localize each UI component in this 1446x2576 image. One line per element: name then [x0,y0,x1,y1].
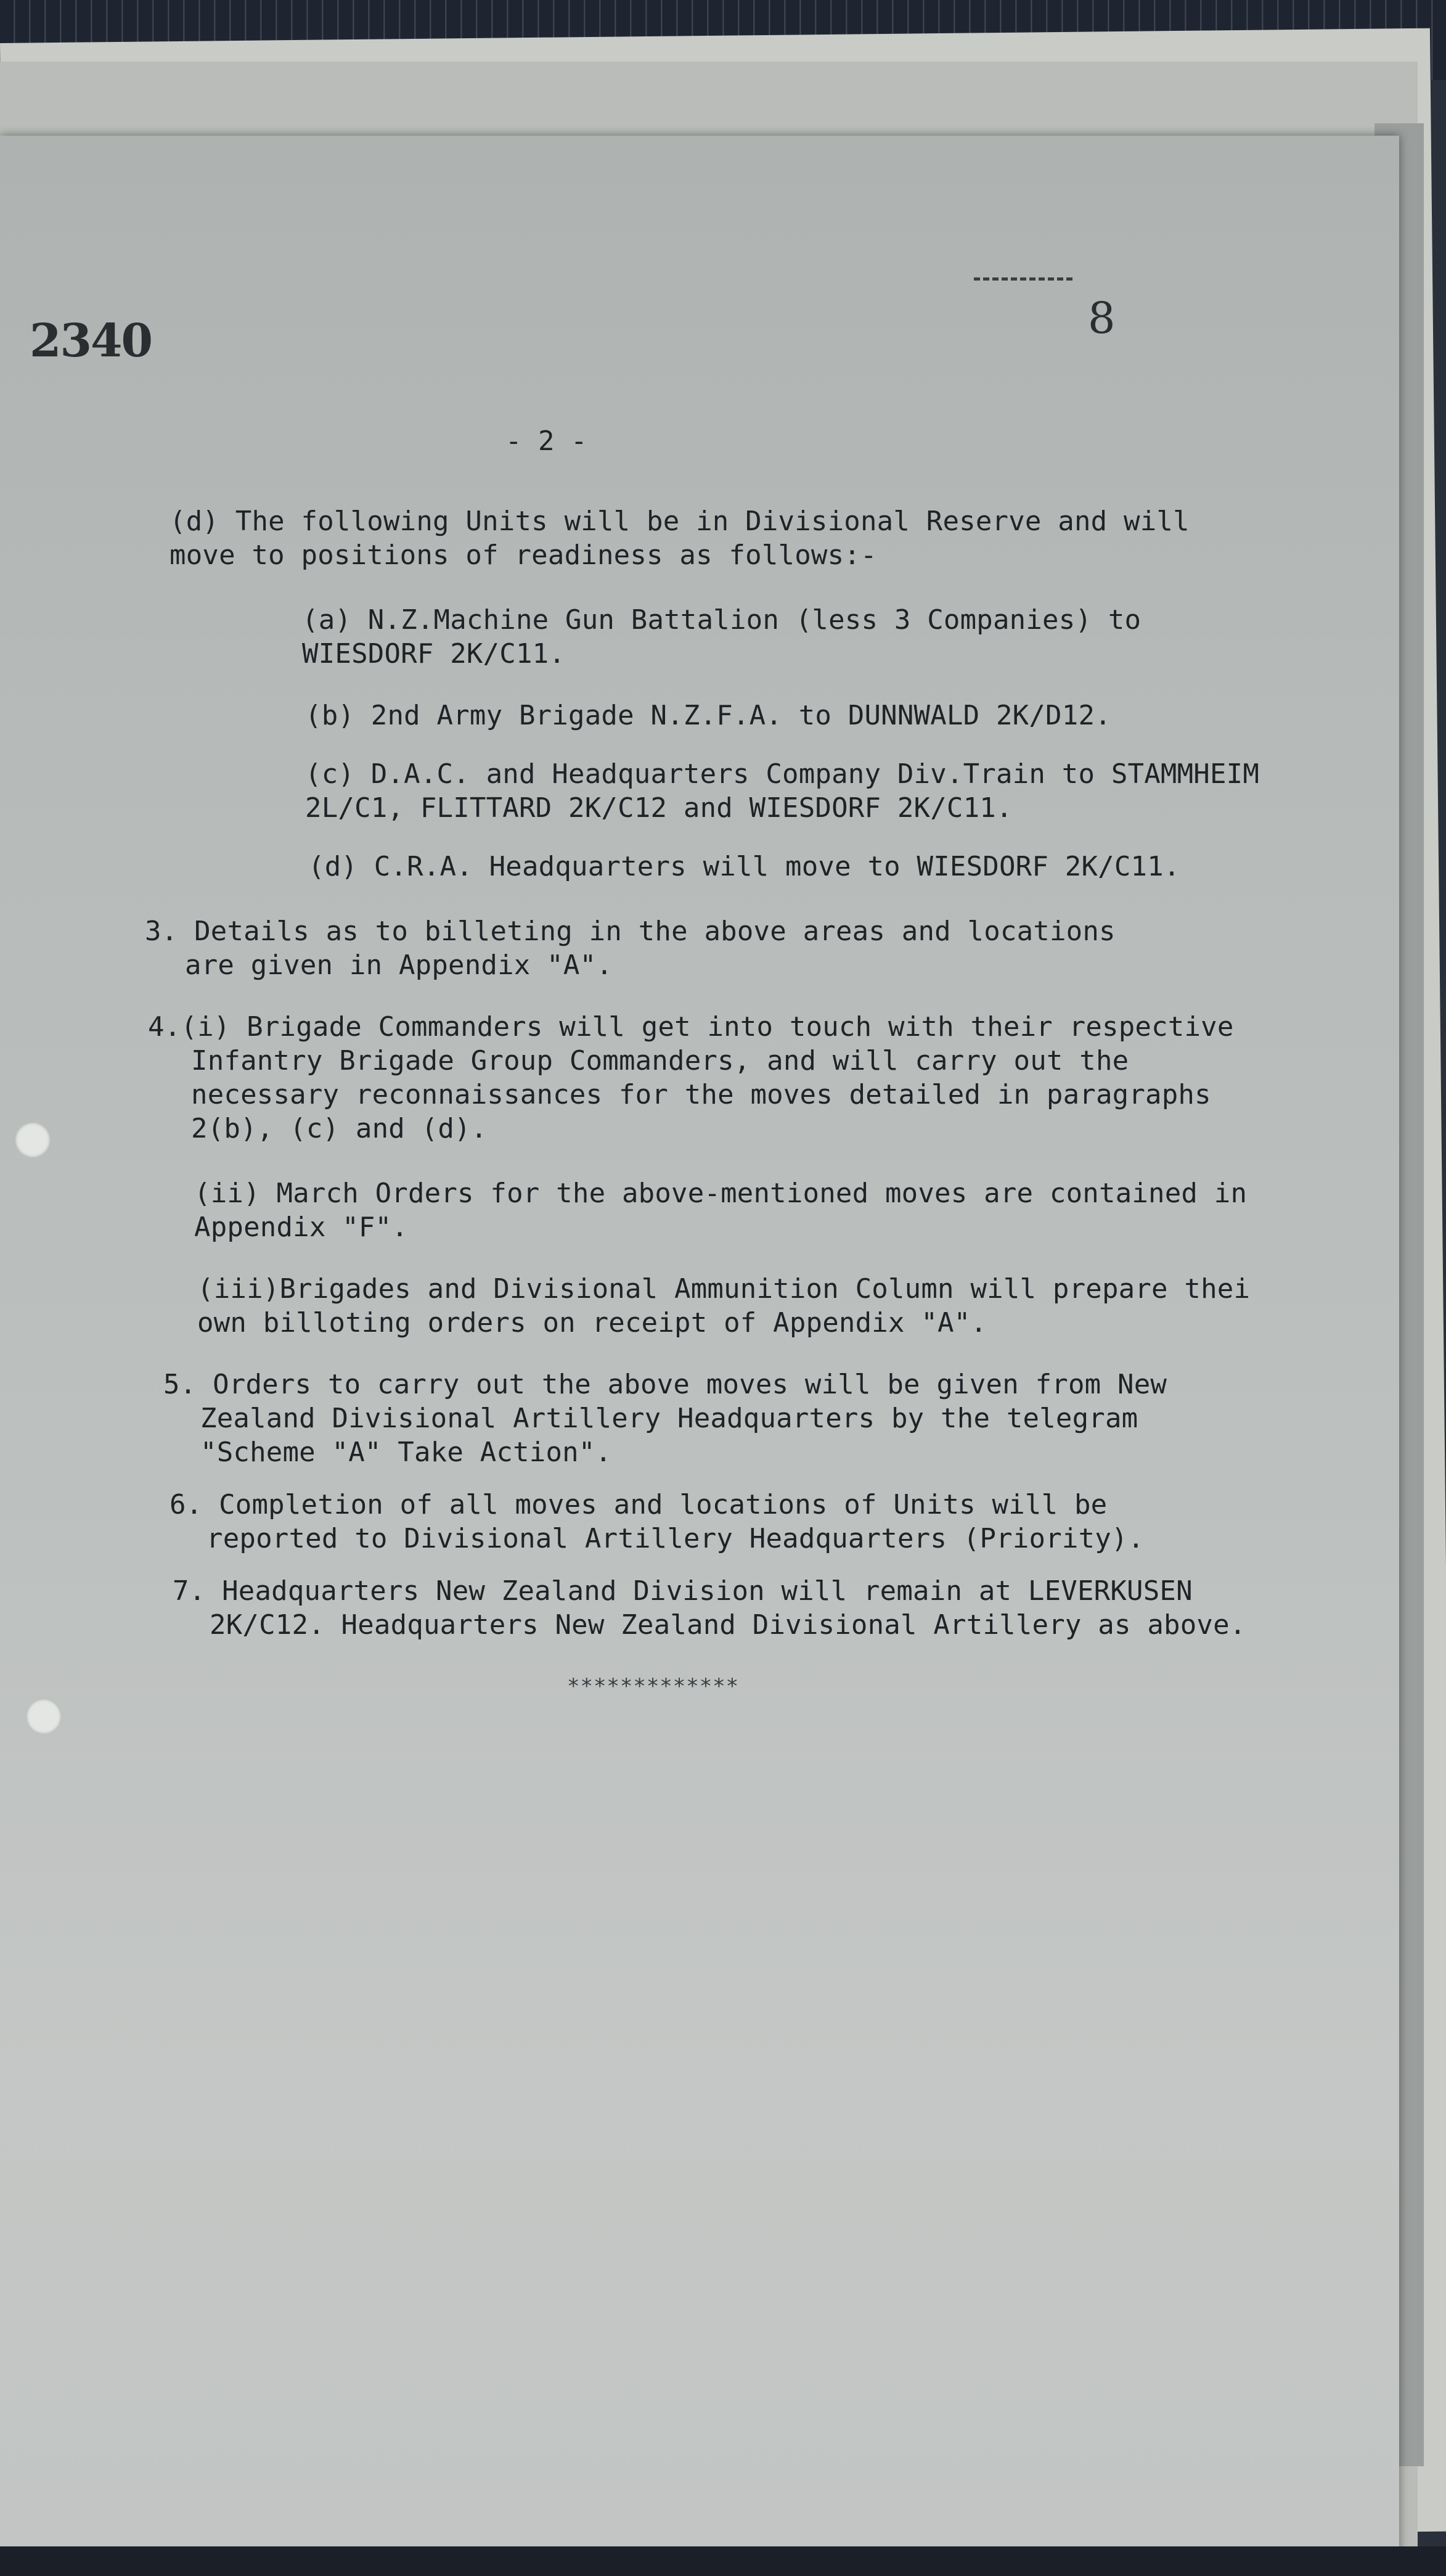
text-line: (b) 2nd Army Brigade N.Z.F.A. to DUNNWALD 2K/D12. [305,700,1111,731]
text-line: 6. Completion of all moves and locations of Units will be [170,1489,1108,1520]
text-line: necessary reconnaissances for the moves detailed in paragraphs [191,1079,1211,1110]
text-line: (c) D.A.C. and Headquarters Company Div.Train to STAMMHEIM [305,758,1260,790]
text-line: (ii) March Orders for the above-mentioned moves are contained in [194,1178,1248,1209]
stamp-number: 2340 [30,314,152,367]
text-line: Zealand Divisional Artillery Headquarters by the telegram [200,1403,1138,1434]
page-bottom-edge [0,2546,1446,2576]
folio-dash [974,277,1072,283]
text-line: (d) The following Units will be in Divisional Reserve and will [170,506,1190,537]
text-line: 5. Orders to carry out the above moves will be given from New [163,1369,1167,1400]
page-number: - 2 - [505,425,587,457]
text-line: Infantry Brigade Group Commanders, and will carry out the [191,1045,1129,1077]
text-line: reported to Divisional Artillery Headquarters (Priority). [206,1523,1145,1554]
document-page [0,136,1399,2559]
text-line: (iii)Brigades and Divisional Ammunition Column will prepare thei [197,1273,1251,1305]
text-line: 2L/C1, FLITTARD 2K/C12 and WIESDORF 2K/C11. [305,792,1013,824]
text-line: 4.(i) Brigade Commanders will get into touch with their respective [148,1011,1234,1043]
text-line: move to positions of readiness as follows:- [170,539,877,571]
text-line: 7. Headquarters New Zealand Division will remain at LEVERKUSEN [173,1575,1193,1607]
text-line: (d) C.R.A. Headquarters will move to WIESDORF 2K/C11. [308,851,1180,882]
text-line: WIESDORF 2K/C11. [302,638,566,670]
text-line: "Scheme "A" Take Action". [200,1437,612,1468]
text-line: 2(b), (c) and (d). [191,1113,488,1144]
text-line: Appendix "F". [194,1212,408,1243]
text-line: 3. Details as to billeting in the above areas and locations [145,916,1116,947]
end-mark: ************* [567,1674,740,1699]
text-line: (a) N.Z.Machine Gun Battalion (less 3 Companies) to [302,604,1142,636]
punch-hole [15,1122,51,1158]
punch-hole [26,1699,62,1734]
text-line: are given in Appendix "A". [185,950,613,981]
text-line: 2K/C12. Headquarters New Zealand Divisional Artillery as above. [210,1609,1246,1641]
folio-number: 8 [1088,293,1116,343]
text-line: own billoting orders on receipt of Appendix "A". [197,1307,987,1339]
